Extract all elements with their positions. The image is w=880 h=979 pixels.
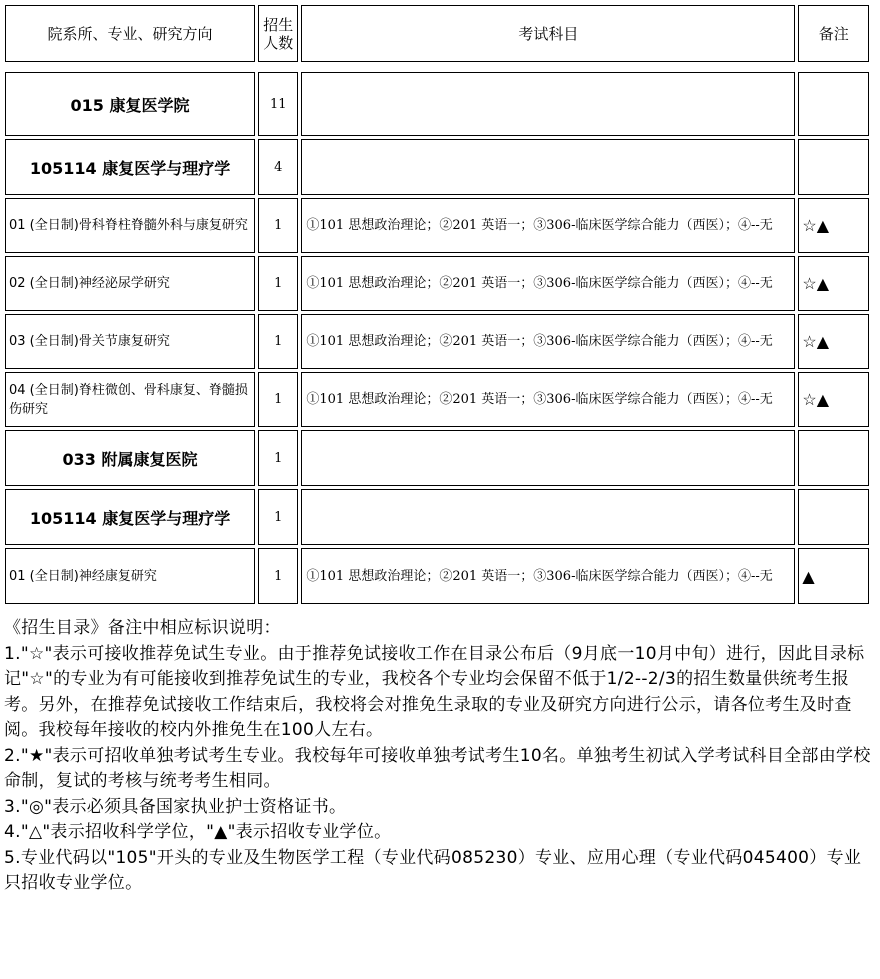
table-row bbox=[5, 256, 869, 311]
note-1: 1."☆"表示可接收推荐免试生专业。由于推荐免试接收工作在目录公布后（9月底一10月中旬）进行，因此目录标记"☆"的专业为有可能接收到推荐免试生的专业，我校各个专业均会保留不低于1/2--2/3的招生数量供统考生报考。另外，在推荐免试接收工作结束后，我校将会对推免生录取的专业及研究方向进行公示，请各位考生及时查阅。我校每年接收的校内外推免生在100人左右。 bbox=[4, 643, 865, 740]
table-row bbox=[5, 314, 869, 369]
row-subjects: ①101 思想政治理论；②201 英语一；③306-临床医学综合能力（西医）；④--无 bbox=[301, 548, 795, 604]
row-name: 105114 康复医学与理疗学 bbox=[5, 489, 255, 545]
note-4: 4."△"表示招收科学学位，"▲"表示招收专业学位。 bbox=[4, 822, 392, 842]
row-count: 1 bbox=[258, 430, 298, 486]
row-subjects: ①101 思想政治理论；②201 英语一；③306-临床医学综合能力（西医）；④--无 bbox=[301, 256, 795, 311]
header-remark: 备注 bbox=[798, 5, 869, 62]
row-subjects bbox=[301, 489, 795, 545]
table-row bbox=[5, 139, 869, 195]
row-remark: ☆▲ bbox=[798, 198, 869, 253]
table-row bbox=[5, 372, 869, 427]
row-count: 1 bbox=[258, 489, 298, 545]
enrollment-table bbox=[2, 2, 872, 607]
row-count: 1 bbox=[258, 198, 298, 253]
row-subjects: ①101 思想政治理论；②201 英语一；③306-临床医学综合能力（西医）；④--无 bbox=[301, 372, 795, 427]
row-count: 1 bbox=[258, 548, 298, 604]
table-header-row bbox=[5, 5, 869, 62]
row-name: 105114 康复医学与理疗学 bbox=[5, 139, 255, 195]
row-remark bbox=[798, 489, 869, 545]
row-subjects: ①101 思想政治理论；②201 英语一；③306-临床医学综合能力（西医）；④--无 bbox=[301, 314, 795, 369]
header-count-line1: 招生 bbox=[263, 15, 294, 34]
row-remark bbox=[798, 430, 869, 486]
remarks-legend bbox=[4, 616, 876, 897]
row-count: 11 bbox=[258, 72, 298, 136]
row-name: 02 (全日制)神经泌尿学研究 bbox=[5, 256, 255, 311]
row-count: 1 bbox=[258, 372, 298, 427]
row-remark: ☆▲ bbox=[798, 372, 869, 427]
note-5: 5.专业代码以"105"开头的专业及生物医学工程（专业代码085230）专业、应用心理（专业代码045400）专业只招收专业学位。 bbox=[4, 847, 862, 893]
note-2: 2."★"表示可招收单独考试考生专业。我校每年可接收单独考试考生10名。单独考生初试入学考试科目全部由学校命制，复试的考核与统考考生相同。 bbox=[4, 745, 871, 791]
row-remark: ▲ bbox=[798, 548, 869, 604]
row-name: 01 (全日制)神经康复研究 bbox=[5, 548, 255, 604]
row-count: 1 bbox=[258, 256, 298, 311]
row-name: 03 (全日制)骨关节康复研究 bbox=[5, 314, 255, 369]
header-count bbox=[258, 5, 298, 62]
row-remark bbox=[798, 72, 869, 136]
row-remark: ☆▲ bbox=[798, 256, 869, 311]
notes-title: 《招生目录》备注中相应标识说明： bbox=[4, 618, 281, 638]
row-name: 04 (全日制)脊柱微创、骨科康复、脊髓损伤研究 bbox=[5, 372, 255, 427]
header-count-line2: 人数 bbox=[263, 33, 294, 52]
row-name: 033 附属康复医院 bbox=[5, 430, 255, 486]
row-name: 01 (全日制)骨科脊柱脊髓外科与康复研究 bbox=[5, 198, 255, 253]
row-name: 015 康复医学院 bbox=[5, 72, 255, 136]
header-department: 院系所、专业、研究方向 bbox=[5, 5, 255, 62]
table-row bbox=[5, 198, 869, 253]
header-subjects: 考试科目 bbox=[301, 5, 795, 62]
row-count: 4 bbox=[258, 139, 298, 195]
row-subjects bbox=[301, 72, 795, 136]
row-subjects: ①101 思想政治理论；②201 英语一；③306-临床医学综合能力（西医）；④--无 bbox=[301, 198, 795, 253]
row-remark bbox=[798, 139, 869, 195]
row-subjects bbox=[301, 430, 795, 486]
table-row bbox=[5, 489, 869, 545]
note-3: 3."◎"表示必须具备国家执业护士资格证书。 bbox=[4, 796, 347, 817]
table-row bbox=[5, 430, 869, 486]
table-row bbox=[5, 72, 869, 136]
row-remark: ☆▲ bbox=[798, 314, 869, 369]
row-count: 1 bbox=[258, 314, 298, 369]
row-subjects bbox=[301, 139, 795, 195]
table-row bbox=[5, 548, 869, 604]
